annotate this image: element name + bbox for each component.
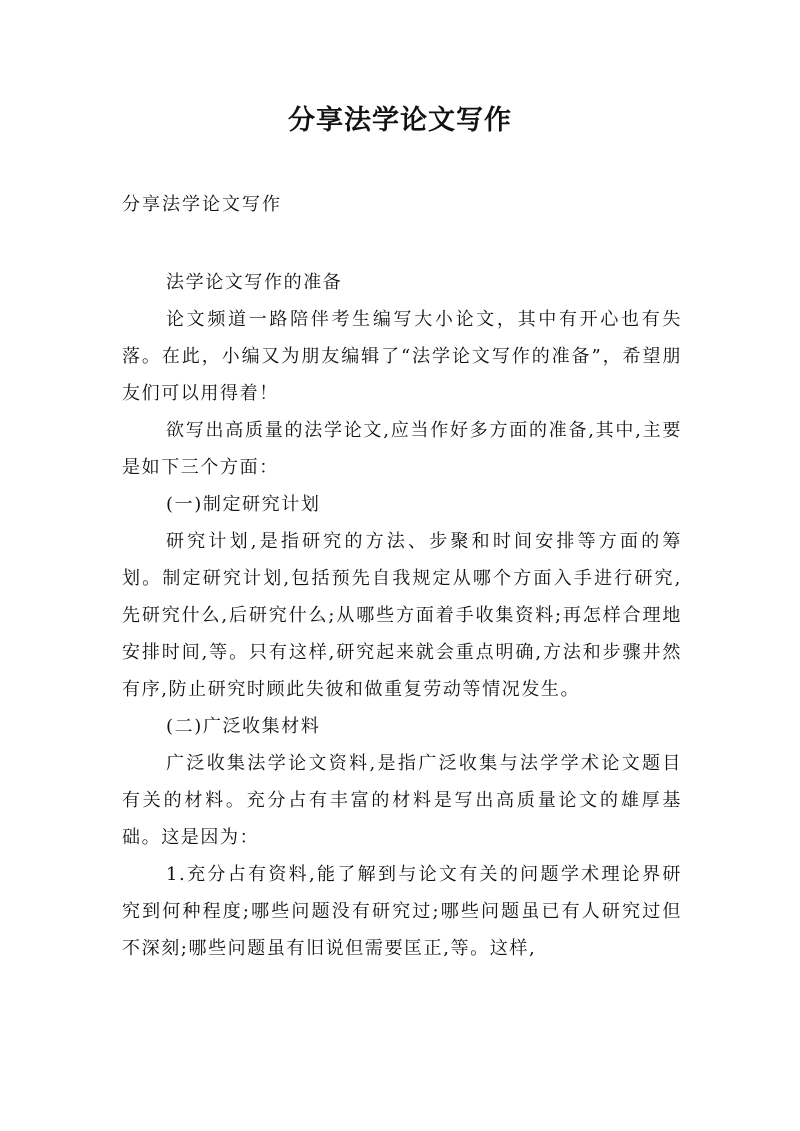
subsection-heading-research-plan: (一)制定研究计划 bbox=[166, 494, 321, 515]
section-heading-preparation: 法学论文写作的准备 bbox=[166, 272, 343, 293]
body-paragraph: 欲写出高质量的法学论文,应当作好多方面的准备,其中,主要是如下三个方面： bbox=[122, 420, 682, 478]
subsection-heading-collect-materials: (二)广泛收集材料 bbox=[166, 716, 321, 737]
document-subtitle: 分享法学论文写作 bbox=[122, 194, 282, 215]
document-body bbox=[122, 264, 682, 967]
body-paragraph: 广泛收集法学论文资料,是指广泛收集与法学学术论文题目有关的材料。充分占有丰富的材料是写出高质量论文的雄厚基础。这是因为： bbox=[122, 753, 682, 848]
document-title: 分享法学论文写作 bbox=[288, 105, 512, 136]
body-paragraph: 1.充分占有资料,能了解到与论文有关的问题学术理论界研究到何种程度;哪些问题没有研究过;哪些问题虽已有人研究过但不深刻;哪些问题虽有旧说但需要匡正,等。这样, bbox=[122, 864, 682, 959]
body-paragraph: 论文频道一路陪伴考生编写大小论文，其中有开心也有失落。在此，小编又为朋友编辑了“法学论文写作的准备”，希望朋友们可以用得着！ bbox=[122, 309, 682, 404]
body-paragraph: 研究计划,是指研究的方法、步聚和时间安排等方面的筹划。制定研究计划,包括预先自我规定从哪个方面入手进行研究,先研究什么,后研究什么;从哪些方面着手收集资料;再怎样合理地安排时间,等。只有这样,研究起来就会重点明确,方法和步骤井然有序,防止研究时顾此失彼和做重复劳动等情况发生。 bbox=[122, 531, 682, 700]
